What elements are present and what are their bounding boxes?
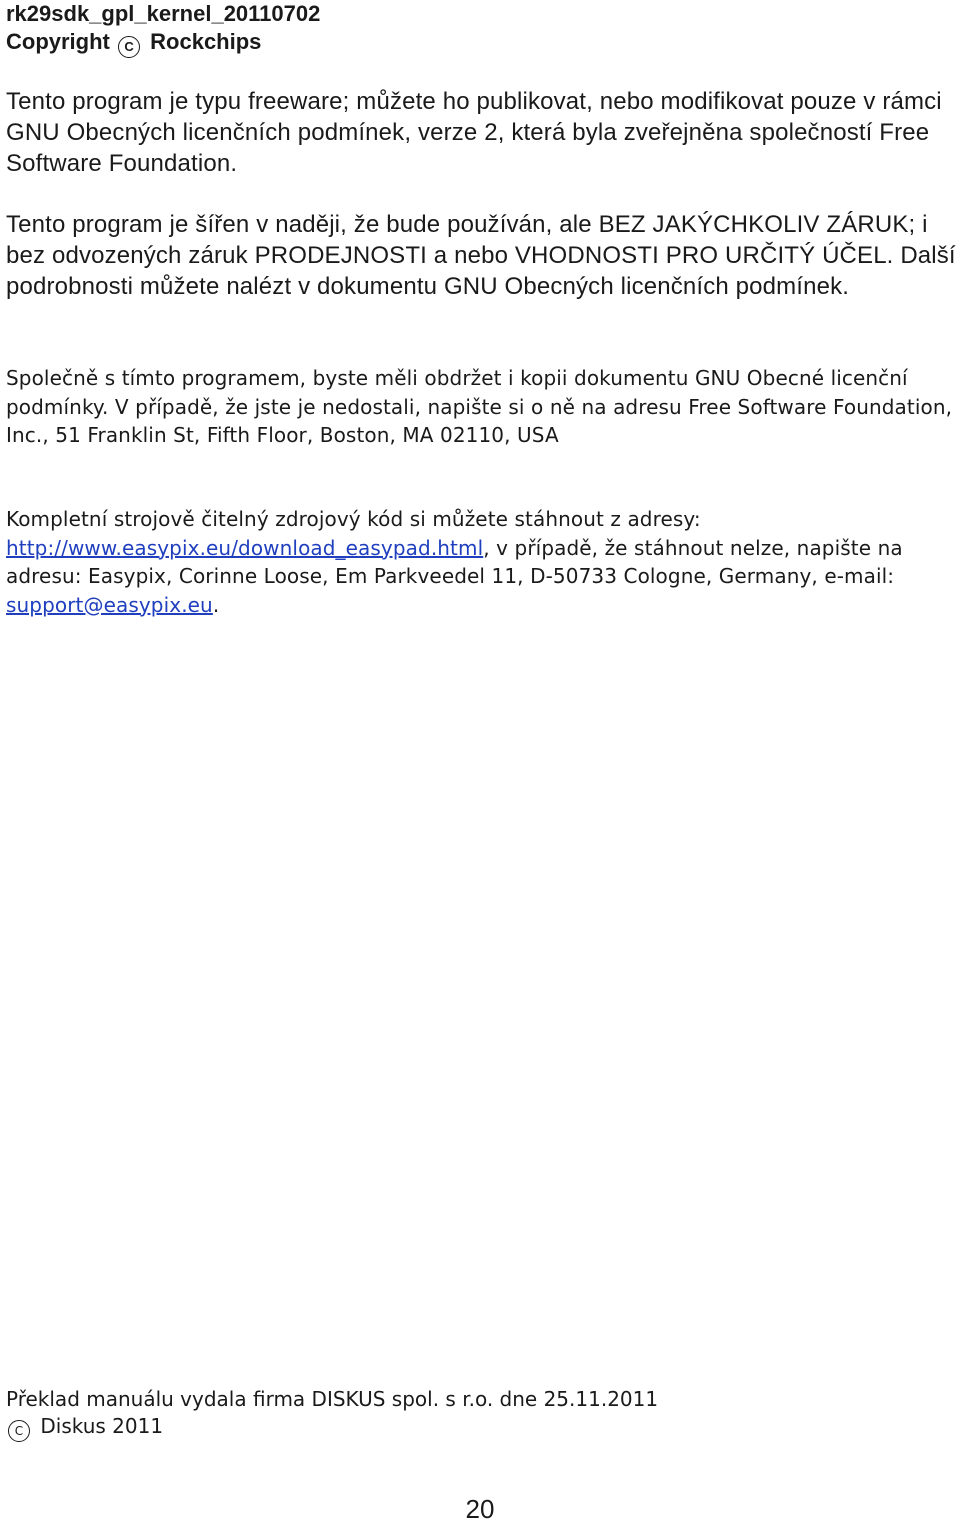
page-number: 20 xyxy=(465,1494,495,1524)
paragraph-source-code xyxy=(6,505,958,619)
sentence-end: . xyxy=(212,592,220,617)
paragraph-warranty: Tento program je šířen v naději, že bude používán, ale BEZ JAKÝCHKOLIV ZÁRUK; i bez odvozených záruk PRODEJNOSTI a nebo VHODNOSTI PRO URČITÝ ÚČEL. Další podrobnosti můžete nalézt v dokumentu GNU Obecných licenčních podmínek. xyxy=(6,211,956,300)
translation-note: Překlad manuálu vydala firma DISKUS spol. s r.o. dne 25.11.2011 xyxy=(6,1387,659,1411)
paragraph-license-copy: Společně s tímto programem, byste měli obdržet i kopii dokumentu GNU Obecné licenční podmínky. V případě, že jste je nedostali, napište si o ně na adresu Free Software Foundation, Inc., 51 Franklin St, Fifth Floor, Boston, MA 02110, USA xyxy=(6,366,953,447)
copyright-word: Copyright xyxy=(6,29,110,54)
document-footer xyxy=(6,1386,658,1442)
source-code-address: , v případě, že stáhnout nelze, napište na adresu: Easypix, Corinne Loose, Em Parkveedel 11, D-50733 Cologne, Germany, e-mail: xyxy=(6,535,903,588)
company-name: Rockchips xyxy=(150,29,262,54)
paragraph-freeware: Tento program je typu freeware; můžete ho publikovat, nebo modifikovat pouze v rámci GNU Obecných licenčních podmínek, verze 2, která byla zveřejněna společností Free Software Foundation. xyxy=(6,88,942,177)
footer-copyright-text: Diskus 2011 xyxy=(40,1414,164,1438)
copyright-icon: C xyxy=(8,1420,30,1442)
footer-copyright xyxy=(6,1413,658,1442)
copyright-icon: C xyxy=(118,36,140,58)
source-code-intro: Kompletní strojově čitelný zdrojový kód si můžete stáhnout z adresy: xyxy=(6,507,701,531)
header-kernel-id: rk29sdk_gpl_kernel_20110702 xyxy=(6,1,321,26)
download-link[interactable]: http://www.easypix.eu/download_easypad.html xyxy=(6,535,484,560)
support-email-link[interactable]: support@easypix.eu xyxy=(6,592,213,617)
document-header xyxy=(6,0,320,58)
header-copyright xyxy=(6,28,320,58)
